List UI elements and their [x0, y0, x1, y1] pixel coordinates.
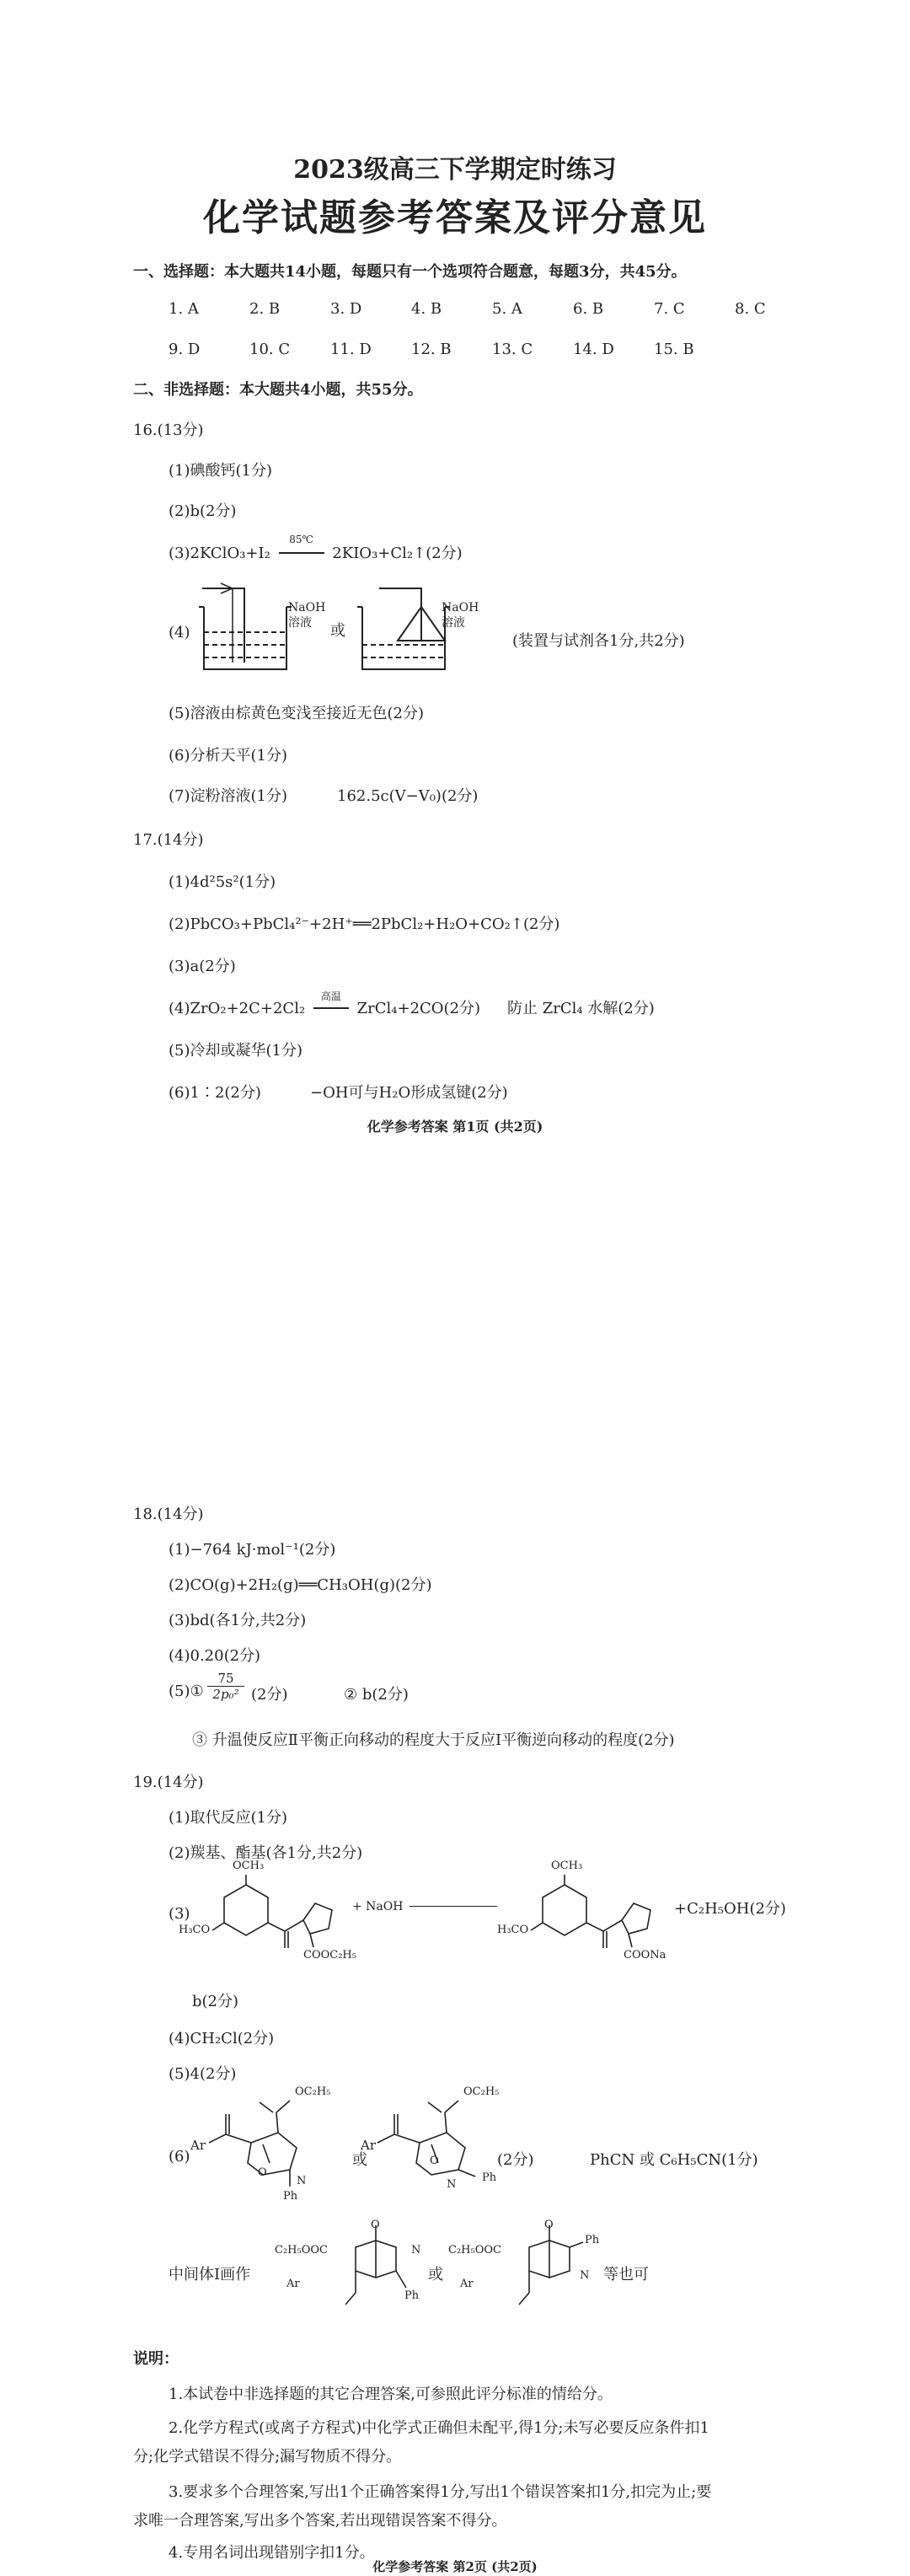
- ar-label-3: Ar: [286, 2278, 300, 2290]
- intermediate-note-suffix: 等也可: [603, 2266, 649, 2284]
- answer-title: 化学试题参考答案及评分意见: [203, 196, 707, 239]
- o-label-3: O: [371, 2219, 380, 2231]
- q19-answer-4: (4)CH₂Cl(2分): [169, 2030, 275, 2047]
- ph-label-4: Ph: [585, 2234, 600, 2246]
- q16-answer-4-note: (装置与试剂各1分,共2分): [512, 632, 685, 650]
- mc-answer: 14. D: [573, 341, 614, 358]
- mc-answer: 11. D: [330, 341, 372, 358]
- q18-answer-5-label: (5)①: [169, 1682, 204, 1700]
- q17-eq-products: ZrCl₄+2CO(2分): [356, 1000, 481, 1017]
- exam-title: 2023级高三下学期定时练习: [293, 155, 617, 185]
- intermediate-note-prefix: 中间体Ⅰ画作: [169, 2266, 251, 2284]
- ar-label-2: Ar: [361, 2138, 377, 2153]
- section-2-heading: 二、非选择题：本大题共4小题，共55分。: [133, 381, 423, 399]
- page-2-footer: 化学参考答案 第2页 (共2页): [372, 2559, 538, 2574]
- mc-answer: 3. D: [330, 300, 362, 318]
- q19-answer-6-label: (6): [169, 2148, 190, 2165]
- mc-answer: 10. C: [249, 341, 291, 358]
- q19-heading: 19.(14分): [133, 1774, 204, 1791]
- q17-answer-3: (3)a(2分): [169, 958, 236, 975]
- mc-answer: 13. C: [492, 341, 533, 358]
- reaction-arrow: [310, 990, 352, 1017]
- q16-eq-products: 2KIO₃+Cl₂↑(2分): [332, 545, 463, 562]
- ph-label-1: Ph: [283, 2190, 298, 2203]
- mc-answer: 6. B: [573, 300, 604, 318]
- q18-answer-5b: ② b(2分): [344, 1686, 409, 1704]
- q18-answer-2: (2)CO(g)+2H₂(g)══CH₃OH(g)(2分): [169, 1576, 432, 1594]
- q16-answer-1: (1)碘酸钙(1分): [169, 462, 272, 480]
- coona-label: COONa: [624, 1949, 666, 1962]
- mc-answer: 9. D: [169, 341, 201, 358]
- q19-answer-2: (2)羰基、酯基(各1分,共2分): [169, 1844, 363, 1862]
- n-label-4: N: [580, 2269, 590, 2282]
- ph-label-2: Ph: [482, 2171, 497, 2184]
- reaction-arrow: [410, 1906, 497, 1907]
- mc-answer: 8. C: [735, 300, 766, 318]
- q16-answer-2: (2)b(2分): [169, 502, 237, 520]
- q17-answer-5: (5)冷却或凝华(1分): [169, 1042, 302, 1060]
- q19-answer-6-score: (2分): [497, 2151, 534, 2169]
- n-label-1: N: [297, 2175, 307, 2187]
- q16-heading: 16.(13分): [133, 421, 204, 439]
- mc-answer: 1. A: [169, 300, 199, 318]
- naoh-reagent: + NaOH: [352, 1900, 404, 1913]
- reaction-condition: 高温: [320, 990, 341, 1002]
- och3-label-1: OCH₃: [233, 1860, 265, 1872]
- q19-answer-6-reagent: PhCN 或 C₆H₅CN(1分): [590, 2151, 758, 2169]
- c2h5ooc-label-1: C₂H₅OOC: [275, 2244, 328, 2257]
- mc-answer: 15. B: [654, 341, 694, 358]
- h3co-label-2: H₃CO: [497, 1924, 529, 1936]
- q19-answer-3-product: +C₂H₅OH(2分): [674, 1900, 786, 1918]
- q18-answer-5c: ③ 升温使反应Ⅱ平衡正向移动的程度大于反应Ⅰ平衡逆向移动的程度(2分): [192, 1731, 675, 1749]
- fraction-numerator: 75: [217, 1671, 234, 1686]
- h3co-label-1: H₃CO: [179, 1924, 211, 1936]
- n-label-2: N: [447, 2178, 457, 2191]
- page-1-footer: 化学参考答案 第1页 (共2页): [367, 1119, 543, 1135]
- q16-answer-7b: 162.5c(V−V₀)(2分): [337, 787, 479, 805]
- mc-answer: 12. B: [411, 341, 452, 358]
- intermediate-structure-2: [499, 2217, 608, 2318]
- q17-answer-2: (2)PbCO₃+PbCl₄²⁻+2H⁺══2PbCl₂+H₂O+CO₂↑(2分): [169, 915, 560, 933]
- q17-answer-1: (1)4d²5s²(1分): [169, 873, 276, 891]
- q16-answer-7a: (7)淀粉溶液(1分): [169, 787, 287, 805]
- mc-answer: 2. B: [249, 300, 281, 318]
- q18-answer-3: (3)bd(各1分,共2分): [169, 1612, 307, 1629]
- q17-answer-6b: −OH可与H₂O形成氢键(2分): [310, 1084, 508, 1102]
- q19-answer-1: (1)取代反应(1分): [169, 1809, 287, 1827]
- q16-answer-5: (5)溶液由棕黄色变浅至接近无色(2分): [169, 705, 424, 722]
- q16-answer-4-label: (4): [169, 624, 190, 641]
- q17-answer-4: [169, 990, 481, 1018]
- q16-answer-4-or: 或: [330, 622, 345, 640]
- note-2-line-1: 2.化学方程式(或离子方程式)中化学式正确但未配平,得1分;未写必要反应条件扣1: [169, 2419, 709, 2437]
- oc2h5-label-1: OC₂H₅: [295, 2085, 331, 2098]
- n-label-3: N: [411, 2244, 421, 2257]
- q19-answer-3-label: (3): [169, 1905, 190, 1923]
- note-2-line-2: 分;化学式错误不得分;漏写物质不得分。: [133, 2448, 402, 2466]
- q16-answer-3: [169, 534, 463, 563]
- q18-answer-4: (4)0.20(2分): [169, 1647, 261, 1665]
- fraction: [207, 1671, 244, 1702]
- mc-answer: 7. C: [654, 300, 685, 318]
- bicyclic-structure-2: [371, 2082, 514, 2208]
- note-3-line-2: 求唯一合理答案,写出多个答案,若出现错误答案不得分。: [133, 2512, 507, 2530]
- q18-heading: 18.(14分): [133, 1505, 204, 1523]
- note-3-line-1: 3.要求多个合理答案,写出1个正确答案得1分,写出1个错误答案扣1分,扣完为止;要: [169, 2483, 712, 2501]
- q19-answer-3b: b(2分): [192, 1993, 239, 2010]
- q16-answer-6: (6)分析天平(1分): [169, 747, 287, 765]
- q18-answer-1: (1)−764 kJ·mol⁻¹(2分): [169, 1541, 336, 1559]
- q17-answer-4-note: 防止 ZrCl₄ 水解(2分): [507, 1000, 655, 1017]
- naoh-label-1: NaOH 溶液: [288, 601, 326, 630]
- o-label-4: O: [544, 2219, 554, 2231]
- naoh-label-2: NaOH 溶液: [442, 601, 479, 630]
- intermediate-structure-1: [325, 2217, 435, 2318]
- o-label-2: O: [430, 2155, 439, 2167]
- cooc2h5-label: COOC₂H₅: [303, 1949, 356, 1962]
- mc-answer: 5. A: [492, 300, 522, 318]
- o-label-1: O: [258, 2166, 267, 2179]
- q17-heading: 17.(14分): [133, 831, 204, 849]
- c2h5ooc-label-2: C₂H₅OOC: [448, 2244, 501, 2257]
- q18-answer-5-score: (2分): [251, 1686, 288, 1704]
- section-1-heading: 一、选择题：本大题共14小题，每题只有一个选项符合题意，每题3分，共45分。: [133, 263, 687, 281]
- oc2h5-label-2: OC₂H₅: [463, 2085, 500, 2098]
- reaction-condition: 85℃: [289, 534, 313, 545]
- och3-label-2: OCH₃: [551, 1860, 583, 1872]
- mc-answer: 4. B: [411, 300, 442, 318]
- ar-label-1: Ar: [190, 2138, 206, 2153]
- intermediate-or: 或: [428, 2266, 443, 2284]
- ph-label-3: Ph: [404, 2289, 420, 2302]
- q19-answer-6-or: 或: [352, 2151, 367, 2169]
- ar-label-4: Ar: [460, 2278, 474, 2290]
- q19-answer-5: (5)4(2分): [169, 2065, 237, 2083]
- q17-eq-reactants: (4)ZrO₂+2C+2Cl₂: [169, 1000, 306, 1017]
- bicyclic-structure-1: [202, 2082, 345, 2208]
- fraction-denominator: 2p₀²: [212, 1687, 239, 1702]
- note-4: 4.专用名词出现错别字扣1分。: [169, 2544, 375, 2562]
- q16-eq-reactants: (3)2KClO₃+I₂: [169, 545, 270, 562]
- q17-answer-6a: (6)1∶2(2分): [169, 1084, 261, 1102]
- reaction-arrow: [276, 534, 328, 562]
- notes-heading: 说明：: [133, 2350, 179, 2368]
- note-1: 1.本试卷中非选择题的其它合理答案,可参照此评分标准的情给分。: [169, 2385, 613, 2403]
